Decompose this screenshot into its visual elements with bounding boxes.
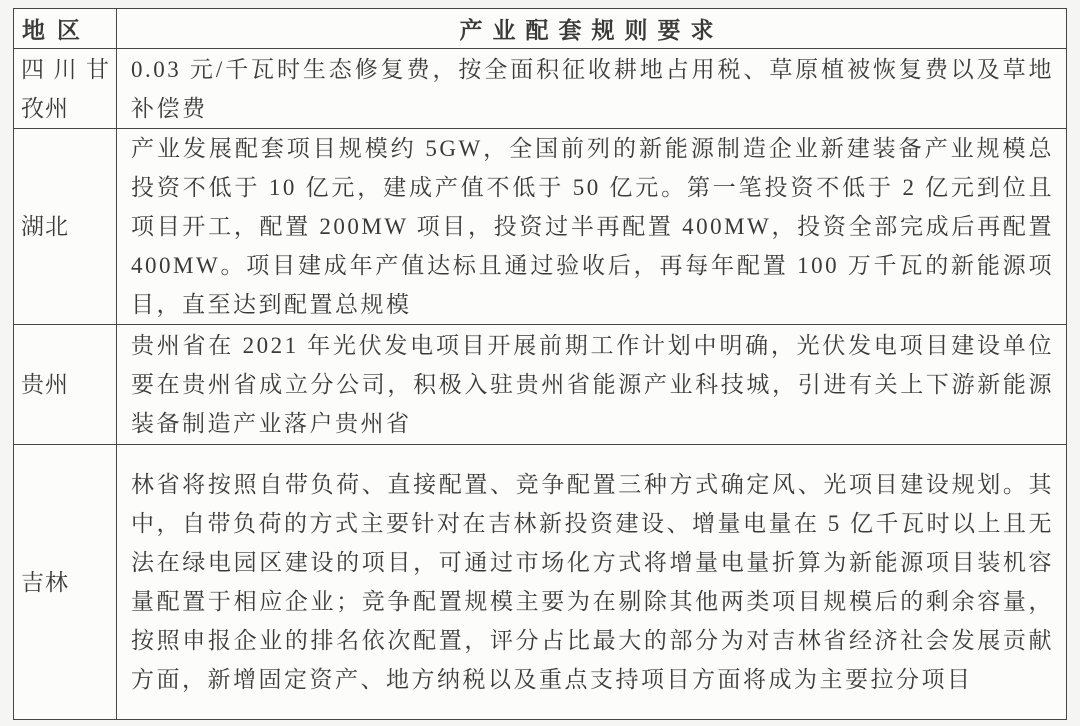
region-cell: 吉林 [14,445,117,720]
table-row [14,445,1067,720]
region-cell: 湖北 [14,129,117,325]
region-cell: 贵州 [14,325,117,445]
column-header-requirement: 产业配套规则要求 [117,9,1067,49]
requirement-cell: 产业发展配套项目规模约 5GW，全国前列的新能源制造企业新建装备产业规模总投资不低于 10 亿元，建成产值不低于 50 亿元。第一笔投资不低于 2 亿元到位且项目开工，配置 200MW 项目，投资过半再配置 400MW，投资全部完成后再配置 400MW。项目建成年产值达标且通过验收后，再每年配置 100 万千瓦的新能源项目，直至达到配置总规模 [117,129,1067,325]
region-cell: 四川甘孜州 [14,49,117,129]
requirement-cell: 贵州省在 2021 年光伏发电项目开展前期工作计划中明确，光伏发电项目建设单位要在贵州省成立分公司，积极入驻贵州省能源产业科技城，引进有关上下游新能源装备制造产业落户贵州省 [117,325,1067,445]
requirement-cell: 0.03 元/千瓦时生态修复费，按全面积征收耕地占用税、草原植被恢复费以及草地补偿费 [117,49,1067,129]
table-row [14,49,1067,129]
table-row [14,325,1067,445]
regional-policy-table [13,8,1067,720]
table-row [14,129,1067,325]
column-header-region: 地区 [14,9,117,49]
requirement-cell: 林省将按照自带负荷、直接配置、竞争配置三种方式确定风、光项目建设规划。其中，自带负荷的方式主要针对在吉林新投资建设、增量电量在 5 亿千瓦时以上且无法在绿电园区建设的项目，可通过市场化方式将增量电量折算为新能源项目装机容量配置于相应企业；竞争配置规模主要为在剔除其他两类项目规模后的剩余容量，按照申报企业的排名依次配置，评分占比最大的部分为对吉林省经济社会发展贡献方面，新增固定资产、地方纳税以及重点支持项目方面将成为主要拉分项目 [117,445,1067,720]
table-header-row [14,9,1067,49]
